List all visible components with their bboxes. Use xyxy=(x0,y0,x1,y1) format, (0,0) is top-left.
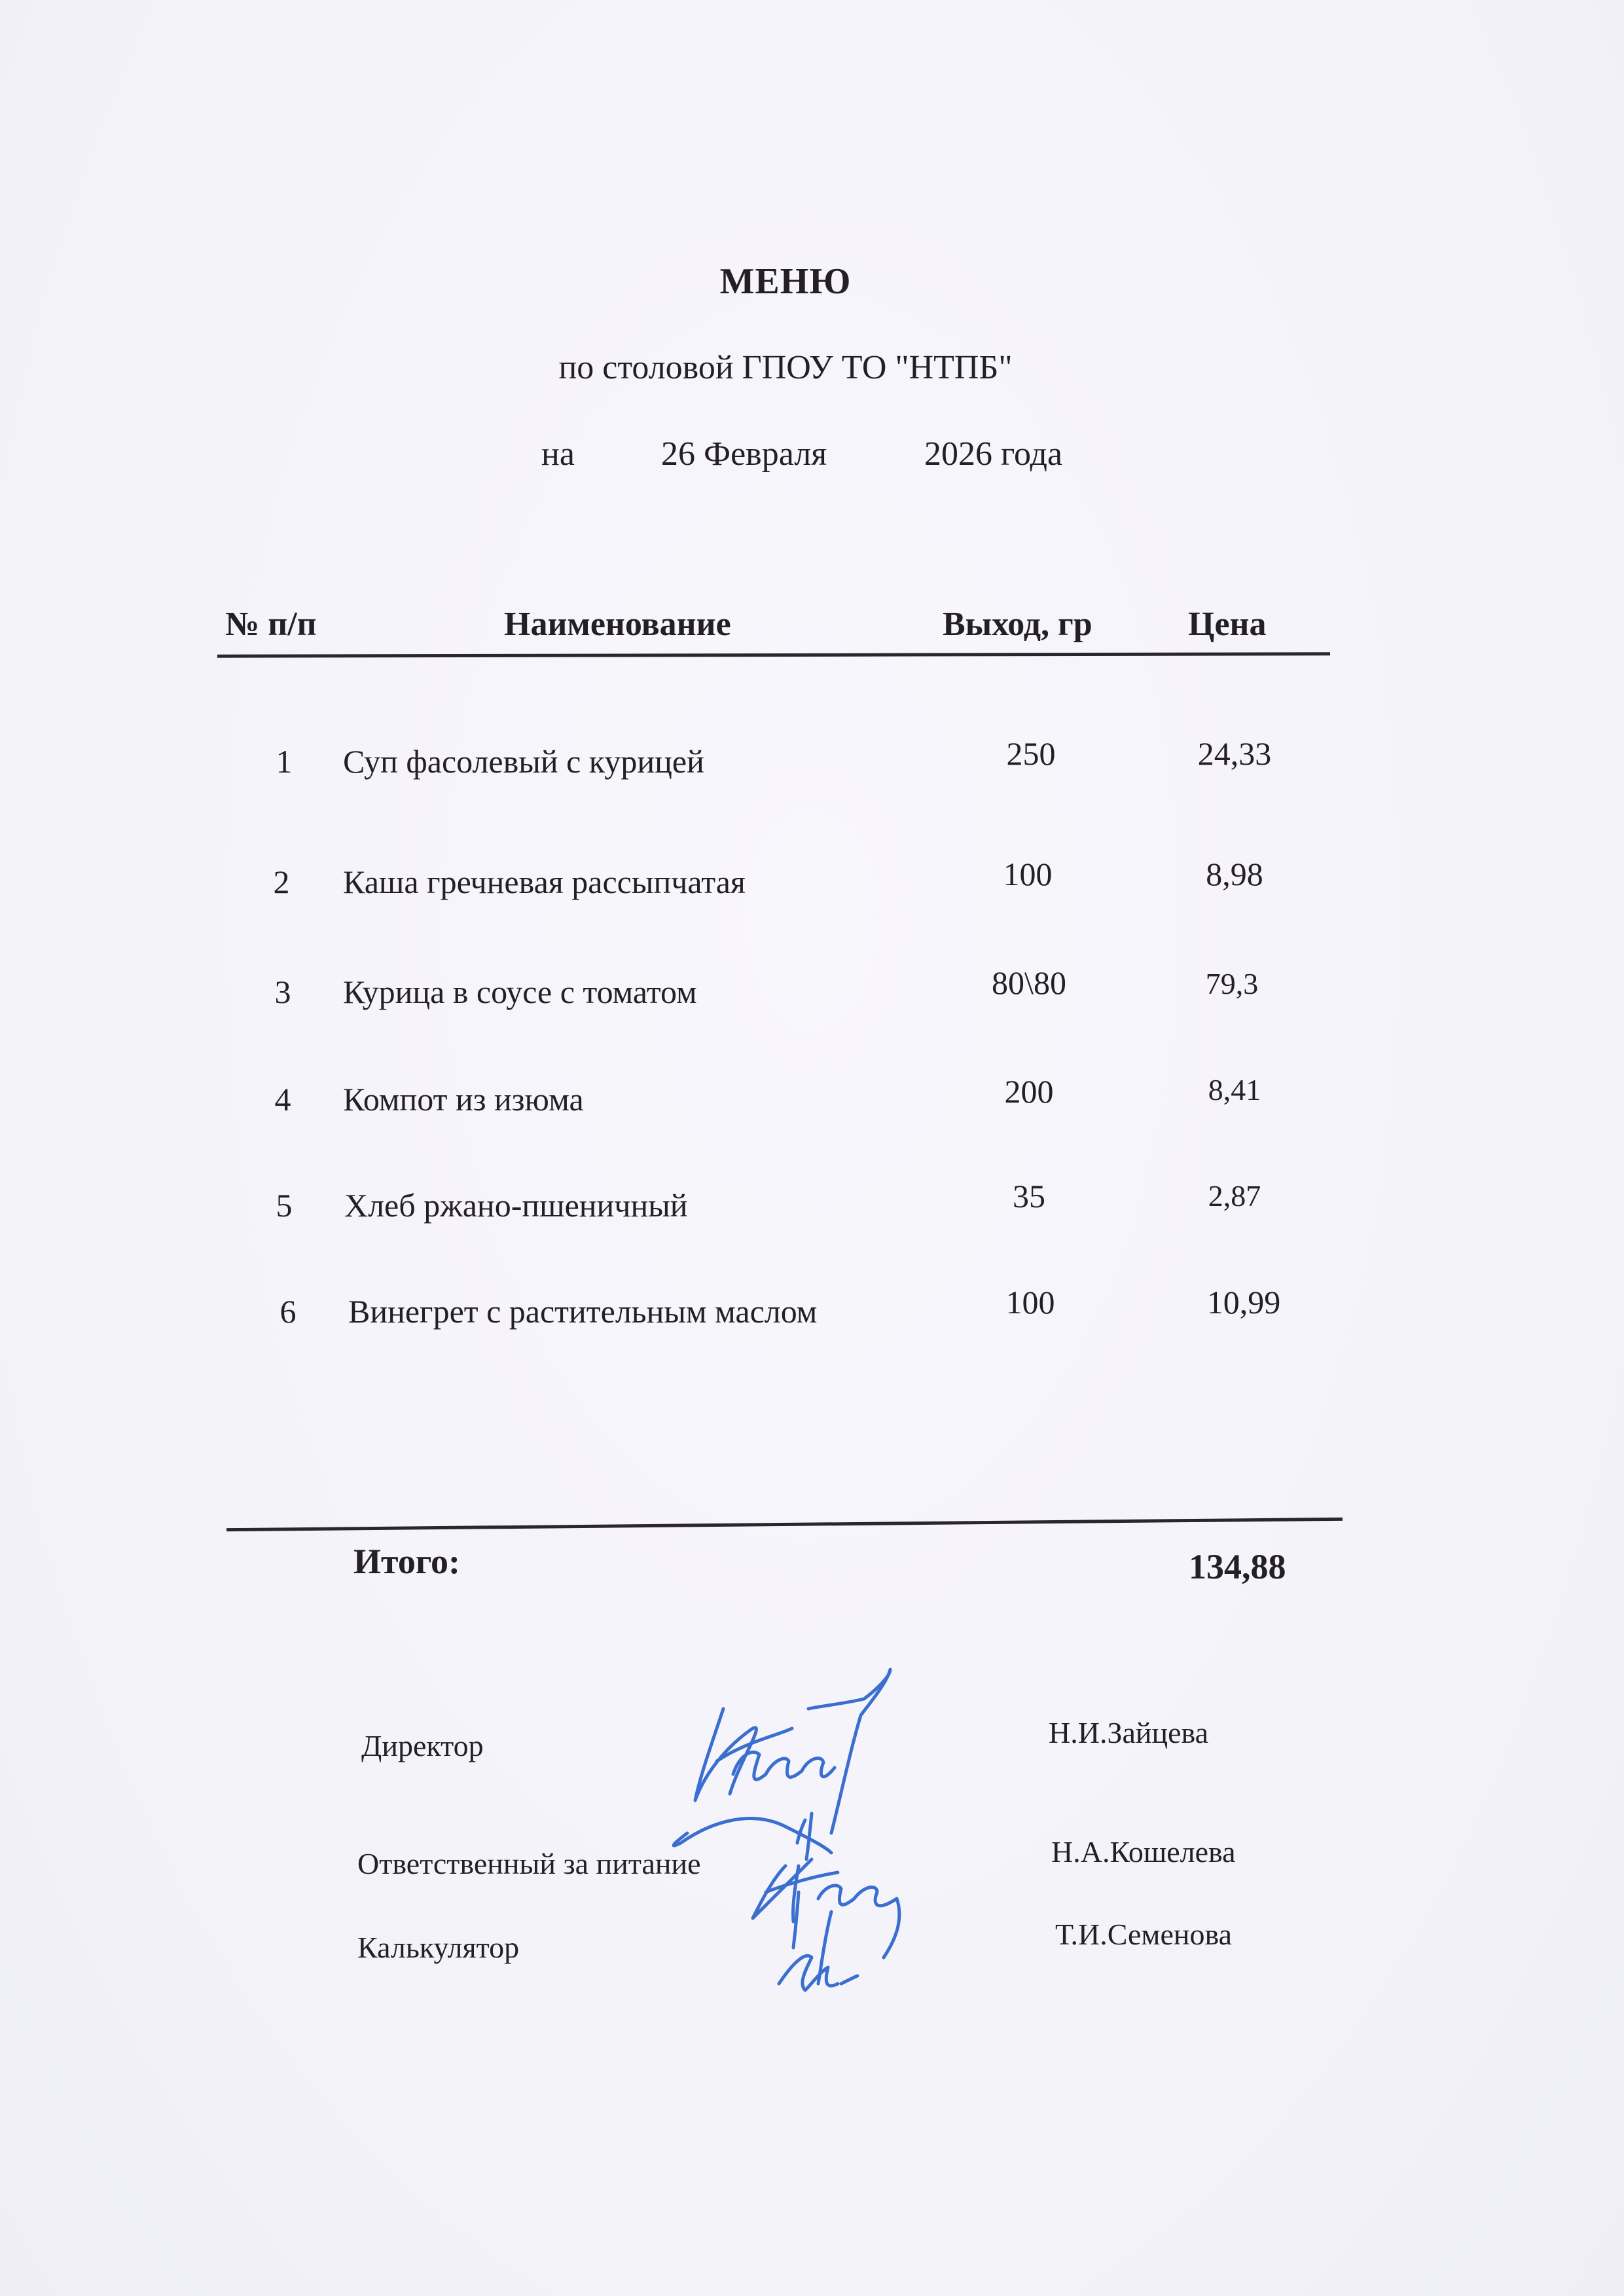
table-row xyxy=(0,964,1624,1025)
row-number: 2 xyxy=(273,864,290,900)
date-prefix: на xyxy=(541,435,575,473)
row-name: Винегрет с растительным маслом xyxy=(348,1293,818,1330)
row-number: 6 xyxy=(280,1293,297,1330)
table-row xyxy=(0,856,1624,915)
row-number: 3 xyxy=(274,974,291,1010)
row-number: 4 xyxy=(274,1081,291,1118)
row-output: 200 xyxy=(1004,1073,1054,1110)
date-day-month: 26 Февраля xyxy=(661,435,827,473)
table-row xyxy=(0,735,1624,795)
row-name: Курица в соусе с томатом xyxy=(343,974,697,1010)
header-output: Выход, гр xyxy=(943,606,1092,643)
row-price: 8,41 xyxy=(1208,1073,1261,1106)
row-price: 2,87 xyxy=(1208,1179,1261,1212)
total-label: Итого: xyxy=(353,1542,460,1581)
date-year: 2026 года xyxy=(924,435,1063,473)
table-row xyxy=(0,1284,1624,1345)
signature-name-nutrition: Н.А.Кошелева xyxy=(1051,1835,1236,1868)
signature-role-director: Директор xyxy=(361,1729,484,1762)
row-name: Суп фасолевый с курицей xyxy=(343,743,704,780)
row-number: 1 xyxy=(276,743,293,780)
row-price: 24,33 xyxy=(1197,735,1272,772)
row-number: 5 xyxy=(276,1187,293,1224)
document-subtitle: по столовой ГПОУ ТО "НТПБ" xyxy=(558,349,1013,386)
signature-role-nutrition: Ответственный за питание xyxy=(357,1847,701,1880)
header-name: Наименование xyxy=(504,606,731,643)
table-row xyxy=(0,1178,1624,1239)
row-output: 35 xyxy=(1013,1178,1045,1214)
header-number: № п/п xyxy=(225,606,317,643)
row-price: 10,99 xyxy=(1206,1284,1281,1321)
row-price: 8,98 xyxy=(1206,856,1263,892)
total-divider xyxy=(226,1518,1343,1531)
table-row xyxy=(0,1073,1624,1133)
signature-role-calculator: Калькулятор xyxy=(357,1931,520,1964)
signature-name-director: Н.И.Зайцева xyxy=(1049,1716,1209,1749)
row-name: Компот из изюма xyxy=(343,1081,584,1118)
header-divider xyxy=(217,652,1330,658)
document-title: МЕНЮ xyxy=(719,261,852,302)
row-name: Каша гречневая рассыпчатая xyxy=(343,864,746,900)
row-output: 100 xyxy=(1005,1284,1055,1321)
header-price: Цена xyxy=(1188,606,1267,643)
row-output: 80\80 xyxy=(992,964,1066,1001)
row-output: 250 xyxy=(1006,735,1056,772)
calculator-signature xyxy=(759,1886,890,2010)
row-price: 79,3 xyxy=(1205,967,1259,1000)
row-name: Хлеб ржано-пшеничный xyxy=(344,1187,688,1224)
total-value: 134,88 xyxy=(1189,1547,1286,1586)
row-output: 100 xyxy=(1003,856,1053,892)
signature-name-calculator: Т.И.Семенова xyxy=(1055,1918,1233,1951)
